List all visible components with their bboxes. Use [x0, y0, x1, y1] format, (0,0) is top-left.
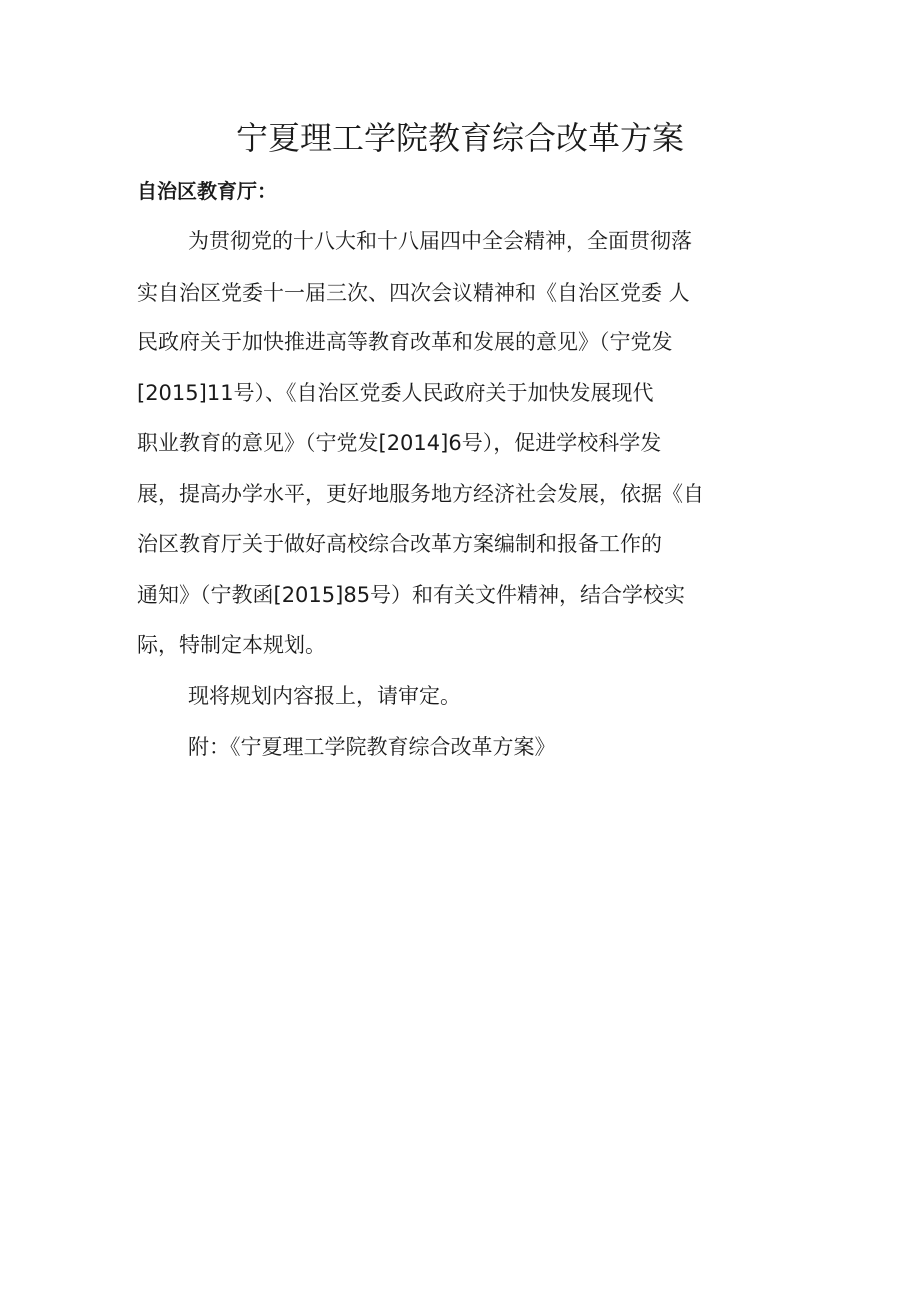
document-title: 宁夏理工学院教育综合改革方案 [235, 119, 684, 157]
request-line: 现将规划内容报上，请审定。 [188, 684, 461, 708]
body-line: 民政府关于加快推进高等教育改革和发展的意见》（宁党发 [137, 330, 673, 354]
body-line: [2015]11号）、《自治区党委人民政府关于加快发展现代 [137, 381, 654, 405]
body-line: 为贯彻党的十八大和十八届四中全会精神，全面贯彻落 [188, 229, 692, 253]
body-line: 通知》（宁教函[2015]85号）和有关文件精神，结合学校实 [137, 583, 686, 607]
body-line: 治区教育厅关于做好高校综合改革方案编制和报备工作的 [137, 532, 662, 556]
body-line: 展，提高办学水平，更好地服务地方经济社会发展，依据《自 [137, 482, 704, 506]
body-line: 际，特制定本规划。 [137, 633, 326, 657]
body-line: 实自治区党委十一届三次、四次会议精神和《自治区党委 人 [137, 281, 690, 305]
attachment-line: 附：《宁夏理工学院教育综合改革方案》 [188, 735, 556, 759]
body-line: 职业教育的意见》（宁党发[2014]6号），促进学校科学发 [137, 431, 662, 455]
salutation: 自治区教育厅： [137, 179, 277, 203]
